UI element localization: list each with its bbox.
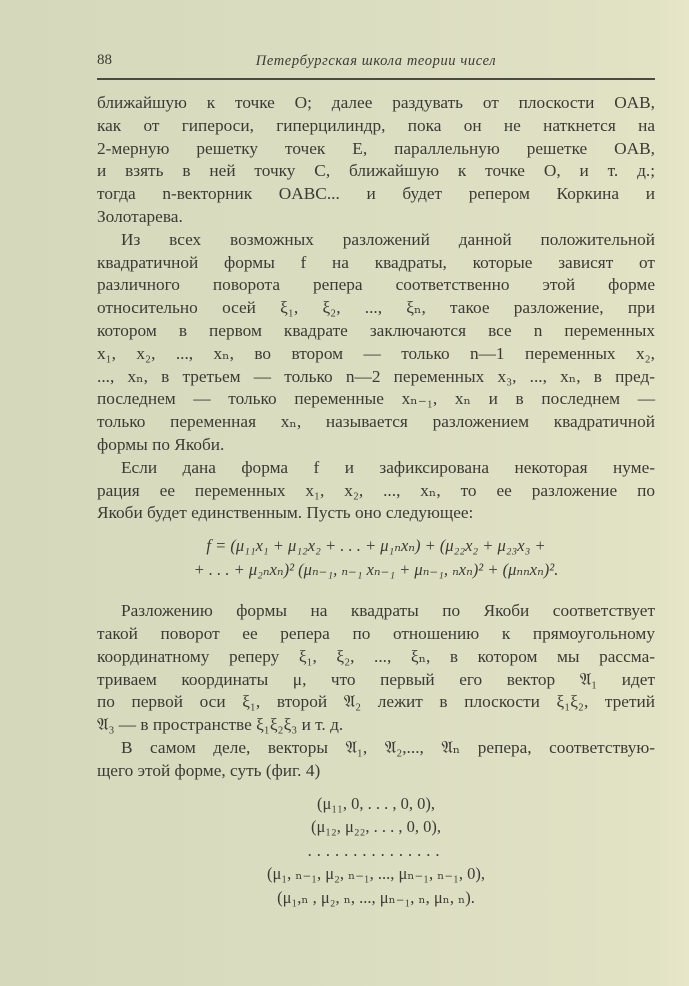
paragraph (97, 600, 655, 737)
formula-line: f = (μ₁₁x₁ + μ₁₂x₂ + . . . + μ₁ₙxₙ) + (μ₂₂x₂ + μ₂₃x₃ + (206, 536, 546, 556)
text-line: Разложению формы на квадраты по Якоби соответствует (121, 601, 655, 621)
paragraph (97, 737, 655, 783)
matrix-row: (μ₁₂, μ₂₂, . . . , 0, 0), (310, 817, 442, 837)
page-body (97, 92, 655, 909)
running-title: Петербургская школа теории чисел (255, 53, 497, 69)
text-line: x₁, x₂, ..., xₙ, во втором — только n—1 переменных x₂, (97, 343, 655, 363)
paragraph (97, 92, 655, 229)
text-line: триваем координаты μ, что первый его вектор 𝔄₁ идет (97, 669, 655, 689)
text-line: тогда n-векторник OABC... и будет репером Коркина и (97, 184, 655, 204)
text-line: 𝔄₃ — в пространстве ξ₁ξ₂ξ₃ и т. д. (97, 715, 344, 735)
text-line: и взять в ней точку C, ближайшую к точке O, и т. д.; (97, 161, 655, 181)
text-line: по первой оси ξ₁, второй 𝔄₂ лежит в плоскости ξ₁ξ₂, третий (97, 692, 655, 712)
text-line: только переменная xₙ, называется разложением квадратичной (97, 412, 655, 432)
paragraph (97, 229, 655, 457)
matrix-row: (μ₁,ₙ , μ₂, ₙ, ..., μₙ₋₁, ₙ, μₙ, ₙ). (277, 887, 475, 907)
text-line: рация ее переменных x₁, x₂, ..., xₙ, то ее разложение по (97, 480, 655, 500)
text-line: В самом деле, векторы 𝔄₁, 𝔄₂,..., 𝔄ₙ репера, соответствую- (121, 737, 655, 757)
text-line: относительно осей ξ₁, ξ₂, ..., ξₙ, такое разложение, при (97, 298, 655, 318)
matrix-row: (μ₁₁, 0, . . . , 0, 0), (317, 793, 435, 813)
text-line: Золотарева. (97, 206, 183, 226)
text-line: 2-мерную решетку точек E, параллельную решетке OAB, (97, 138, 655, 158)
text-line: такой поворот ее репера по отношению к прямоугольному (97, 623, 655, 643)
formula-line: + . . . + μ₂ₙxₙ)² (μₙ₋₁, ₙ₋₁ xₙ₋₁ + μₙ₋₁, ₙxₙ)² + (μₙₙxₙ)². (193, 560, 559, 580)
text-line: квадратичной формы f на квадраты, которые зависят от (97, 252, 655, 272)
matrix-ellipsis-row: ............... (307, 840, 445, 860)
paragraph (97, 457, 655, 525)
text-line: различного поворота репера соответственно этой форме (97, 275, 655, 295)
text-line: как от гипероси, гиперцилиндр, пока он не наткнется на (97, 115, 655, 135)
text-line: последнем — только переменные xₙ₋₁, xₙ и в последнем — (97, 389, 655, 409)
text-line: ..., xₙ, в третьем — только n—2 переменных x₃, ..., xₙ, в пред- (97, 366, 655, 386)
text-line: координатному реперу ξ₁, ξ₂, ..., ξₙ, в котором мы рассма- (97, 646, 655, 666)
vector-matrix (97, 792, 655, 910)
text-line: Якоби будет единственным. Пусть оно следующее: (97, 503, 474, 523)
jacobi-formula (97, 534, 655, 582)
header-rule (97, 78, 655, 80)
text-line: ближайшую к точке O; далее раздувать от плоскости OAB, (97, 93, 655, 112)
matrix-row: (μ₁, ₙ₋₁, μ₂, ₙ₋₁, ..., μₙ₋₁, ₙ₋₁, 0), (267, 864, 485, 884)
text-line: Если дана форма f и зафиксирована некоторая нуме- (121, 457, 655, 477)
text-line: Из всех возможных разложений данной положительной (121, 229, 655, 249)
text-line: формы по Якоби. (97, 434, 225, 454)
text-line: щего этой форме, суть (фиг. 4) (97, 760, 321, 780)
text-line: котором в первом квадрате заключаются все n переменных (97, 320, 655, 340)
page-header (97, 50, 655, 76)
page-number: 88 (97, 52, 112, 68)
